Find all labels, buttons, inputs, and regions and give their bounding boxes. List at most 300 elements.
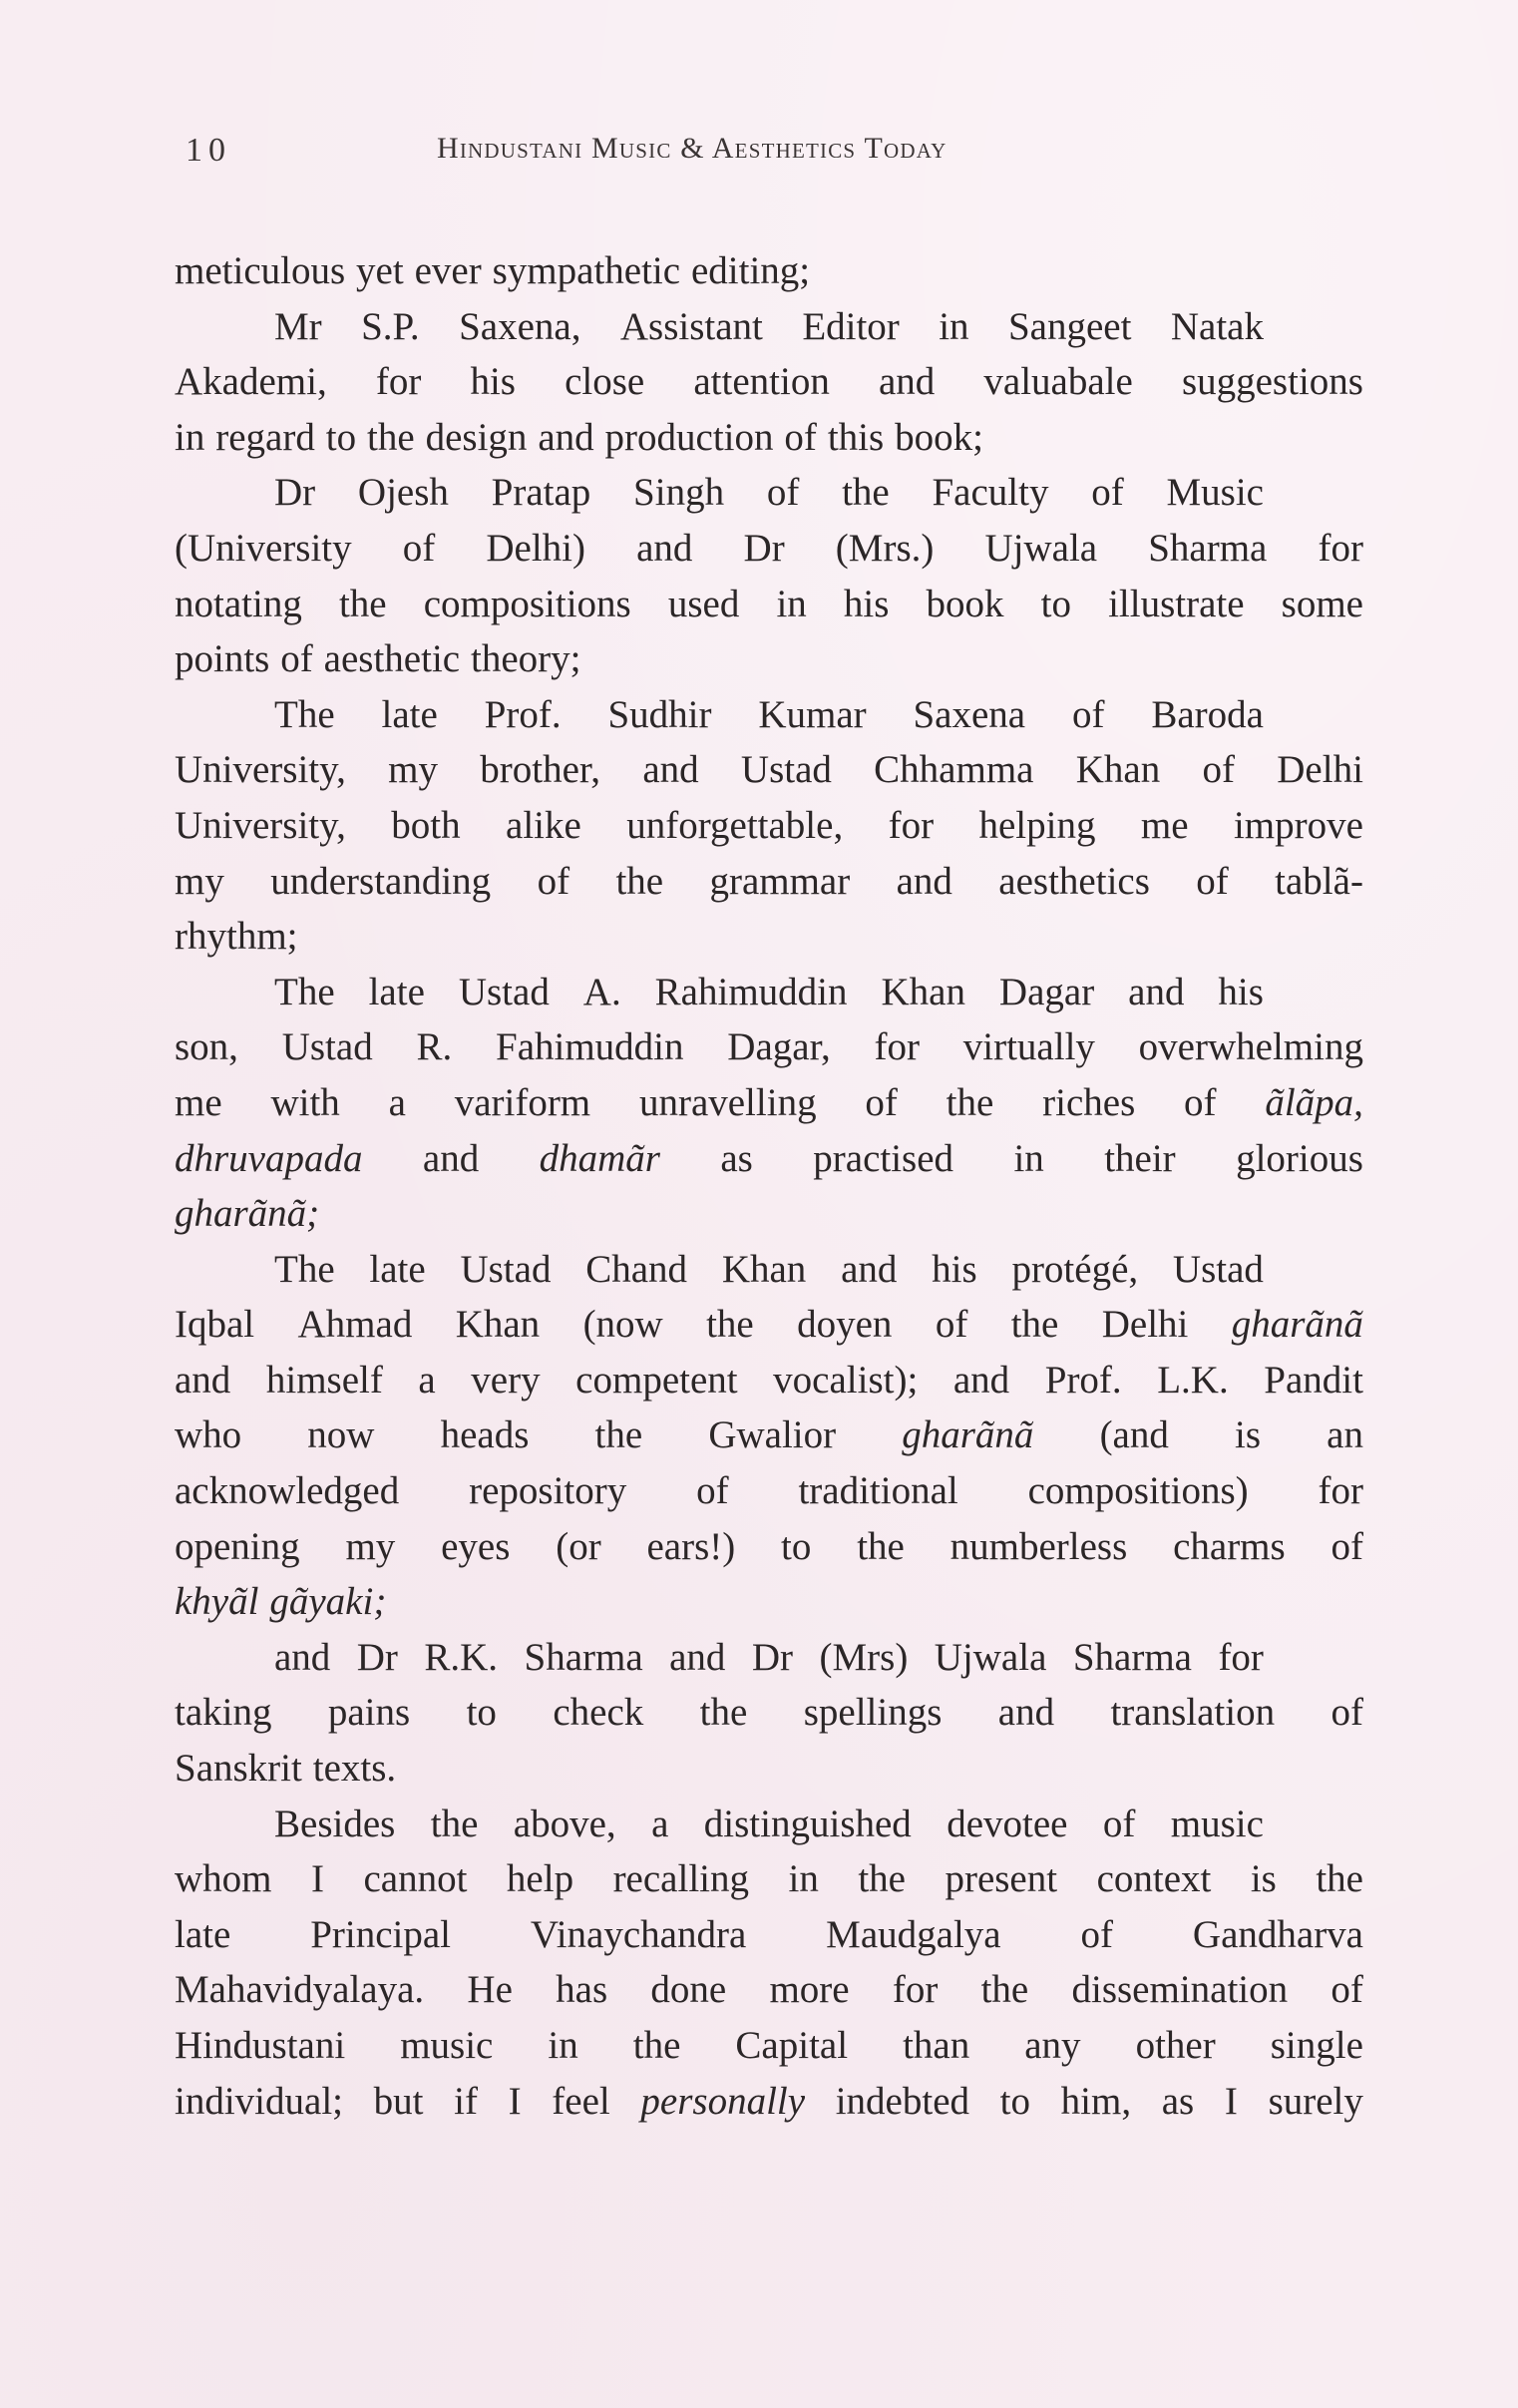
word-text: design (425, 415, 528, 459)
word (1171, 299, 1264, 355)
word (1331, 1519, 1364, 1575)
word-text: yet (356, 249, 404, 292)
word (1157, 1353, 1229, 1408)
word-text: music (1170, 1802, 1264, 1845)
text-line-words (175, 1574, 1363, 1630)
word-text: and (636, 526, 693, 570)
word-text: above, (513, 1802, 616, 1845)
page-number: 10 (186, 132, 231, 169)
word-text: for (1318, 526, 1363, 570)
word (175, 631, 269, 687)
word (175, 243, 345, 299)
word (642, 742, 698, 798)
word-text: virtually (962, 1025, 1095, 1069)
word-text: of (402, 526, 436, 570)
word-text: of (1202, 748, 1235, 792)
word (1091, 465, 1124, 521)
text-line-words (175, 1075, 1363, 1131)
word (311, 1851, 324, 1907)
text-line (175, 1297, 1363, 1353)
word-text: of (1330, 1524, 1363, 1568)
book-title: Hindustani Music & Aesthetics Today (437, 132, 948, 165)
text-line-words (175, 2074, 1363, 2130)
word-text: my (175, 859, 224, 903)
word (369, 965, 425, 1020)
word-text: of (1196, 859, 1229, 903)
word-text: in (776, 582, 807, 625)
word (1275, 854, 1363, 910)
word (1277, 742, 1363, 798)
word (781, 1519, 811, 1575)
word (605, 410, 774, 466)
word-text: music (400, 2024, 494, 2067)
word (1282, 577, 1363, 632)
word-text: of (696, 1469, 729, 1513)
word (175, 1186, 319, 1242)
word-text: him, (1060, 2079, 1132, 2123)
word-text: to (466, 1691, 497, 1735)
word-text: traditional (798, 1469, 958, 1513)
word (1232, 1297, 1363, 1353)
word-text: Sharma (524, 1635, 643, 1679)
word-text: aesthetics (998, 859, 1150, 903)
text-line (175, 687, 1363, 743)
text-line (175, 742, 1363, 798)
word-text: Hindustani (175, 2024, 346, 2067)
word (583, 1297, 663, 1353)
word-text: University, (175, 748, 346, 792)
word (391, 798, 460, 854)
word-text: their (1104, 1136, 1176, 1180)
word (509, 2074, 522, 2130)
word (274, 1630, 330, 1686)
word (788, 1851, 818, 1907)
word-text: compositions (423, 582, 631, 625)
word-text: grammar (709, 859, 851, 903)
word (324, 631, 460, 687)
word-text: points (175, 637, 270, 681)
word (274, 1242, 335, 1298)
word (836, 521, 935, 577)
running-head (186, 132, 1183, 172)
word (531, 1907, 746, 1963)
word (841, 1242, 897, 1298)
word (1225, 2074, 1238, 2130)
word-text: and (669, 1635, 726, 1679)
word (388, 742, 438, 798)
word (175, 1131, 363, 1187)
word (282, 1019, 373, 1075)
word-text: of (766, 471, 800, 515)
word-text: Chhamma (874, 748, 1034, 792)
word-text: Dr (274, 471, 316, 515)
word (403, 521, 436, 577)
word-text: Khan (881, 970, 965, 1013)
word (298, 1297, 413, 1353)
text-line (175, 631, 1363, 687)
word (1100, 1407, 1169, 1463)
word (583, 965, 621, 1020)
word (1265, 1075, 1363, 1131)
word-text: Ustad (1172, 1247, 1264, 1291)
word (1104, 1131, 1175, 1187)
word-text: his (1218, 970, 1264, 1013)
word (1316, 1851, 1363, 1907)
word (363, 1851, 467, 1907)
word-text: some (1281, 582, 1363, 625)
text-line (175, 1242, 1363, 1298)
word (744, 521, 785, 577)
word (274, 687, 335, 743)
word-text: ears!) (646, 1524, 736, 1568)
word-text: and (642, 748, 699, 792)
word-text: Natak (1170, 304, 1264, 348)
word-text: Fahimuddin (496, 1025, 684, 1069)
word-text: of (1102, 1802, 1136, 1845)
word-text: Assistant (619, 304, 763, 348)
word (615, 854, 663, 910)
word (879, 354, 935, 410)
word (953, 1353, 1009, 1408)
word-text: unforgettable, (626, 803, 844, 847)
text-line-words (175, 1741, 1363, 1797)
word (1148, 521, 1267, 577)
word (418, 1353, 435, 1408)
word (280, 631, 313, 687)
text-line (175, 1685, 1363, 1741)
word-text: Delhi) (486, 526, 585, 570)
word-text: I (1224, 2079, 1238, 2123)
word (175, 1407, 241, 1463)
word-text: Delhi (1101, 1303, 1189, 1347)
word (640, 2074, 805, 2130)
word (310, 1907, 451, 1963)
word-text: whom (175, 1857, 272, 1901)
word (1136, 2018, 1216, 2074)
text-line-words (175, 2018, 1363, 2074)
word (175, 1685, 271, 1741)
word-text: than (903, 2024, 970, 2067)
word (1028, 1463, 1249, 1519)
word (400, 2018, 493, 2074)
word-text: Iqbal (175, 1303, 255, 1347)
text-line-words (274, 1797, 1264, 1852)
word-text: late (369, 1247, 426, 1291)
word-text: Principal (310, 1912, 451, 1956)
word-text: Khan (455, 1303, 541, 1347)
word-text: valuabale (983, 360, 1133, 404)
text-line-words (274, 965, 1264, 1020)
word (1073, 1630, 1192, 1686)
word (767, 465, 800, 521)
word-text: book (926, 582, 1004, 625)
text-line-words (175, 631, 1363, 687)
word (595, 1407, 643, 1463)
word-text: the (1316, 1857, 1363, 1901)
word-text: the (338, 582, 387, 625)
word-text: more (769, 1968, 850, 2012)
word-text: both (391, 803, 461, 847)
word-text: late (175, 1912, 231, 1956)
word-text: Kumar (758, 692, 867, 736)
word (693, 354, 829, 410)
word-text: vocalist); (773, 1358, 919, 1402)
word (1041, 577, 1071, 632)
word-text: University, (175, 803, 346, 847)
word (460, 1242, 551, 1298)
word (939, 299, 968, 355)
word (773, 1353, 918, 1408)
word (307, 1407, 374, 1463)
word (828, 410, 884, 466)
word (1045, 1353, 1122, 1408)
word (175, 2018, 345, 2074)
word-text: the (946, 1080, 994, 1124)
word-text: my (345, 1524, 396, 1568)
word (1110, 1685, 1275, 1741)
word-text: Delhi (1277, 748, 1363, 792)
word-text: Ojesh (357, 471, 449, 515)
word (935, 1630, 1047, 1686)
word-text: Rahimuddin (654, 970, 848, 1013)
word-text: helping (978, 803, 1096, 847)
word-text: Sharma (1072, 1635, 1192, 1679)
word-text: Dr (743, 526, 785, 570)
word-text: the (1010, 1303, 1059, 1347)
word-text: acknowledged (175, 1469, 400, 1513)
word-text: for (888, 803, 935, 847)
word-text: Chand (585, 1247, 688, 1291)
word-text: suggestions (1181, 360, 1363, 404)
word-text: Faculty (932, 471, 1049, 515)
text-line (175, 1131, 1363, 1187)
word-text: of (1091, 471, 1124, 515)
word-text: for (1218, 1635, 1264, 1679)
word-text: Ustad (460, 1247, 552, 1291)
word-text: the (699, 1691, 748, 1735)
word (776, 577, 806, 632)
word (932, 465, 1048, 521)
word (1162, 2074, 1195, 2130)
text-line (175, 1630, 1363, 1686)
word (874, 742, 1033, 798)
word (492, 465, 591, 521)
word (467, 1962, 512, 2018)
word-text: variform (454, 1080, 591, 1124)
word-text: Sharma (1148, 526, 1268, 570)
word (540, 1131, 660, 1187)
text-line (175, 577, 1363, 632)
word (441, 1519, 510, 1575)
word-text: riches (1042, 1080, 1136, 1124)
word (455, 1075, 590, 1131)
word-text: heads (440, 1413, 530, 1457)
word (496, 1019, 684, 1075)
word (415, 243, 482, 299)
word-text: a (651, 1802, 669, 1845)
word-text: in (939, 304, 969, 348)
word-text: Prof. (1044, 1358, 1122, 1402)
word-text: attention (693, 360, 830, 404)
word (553, 1685, 643, 1741)
word (175, 354, 327, 410)
word (1011, 1242, 1138, 1298)
word-text: sympathetic (492, 249, 681, 292)
word (424, 1630, 498, 1686)
text-line-words (274, 1242, 1264, 1298)
word (1331, 1685, 1364, 1741)
word-text: who (175, 1413, 242, 1457)
word (470, 354, 516, 410)
text-line (175, 2018, 1363, 2074)
word-text: Ahmad (297, 1303, 413, 1347)
italic-term: personally (640, 2079, 806, 2123)
word (1182, 354, 1363, 410)
word-text: the (594, 1413, 643, 1457)
word-text: to (325, 415, 357, 459)
word (836, 2074, 969, 2130)
word-text: repository (469, 1469, 627, 1513)
word-text: Editor (802, 304, 900, 348)
word-text: to (781, 1524, 812, 1568)
word-text: Ustad (281, 1025, 373, 1069)
word-text: me (175, 1080, 222, 1124)
word (431, 1797, 479, 1852)
word-text: (and (1099, 1413, 1169, 1457)
word-text: I (310, 1857, 324, 1901)
word (361, 299, 420, 355)
word (984, 521, 1097, 577)
italic-term: gharãnã (902, 1413, 1034, 1457)
word (858, 1851, 906, 1907)
word (1173, 1519, 1286, 1575)
word-text: eyes (441, 1524, 511, 1568)
word (326, 410, 356, 466)
word-text: numberless (949, 1524, 1128, 1568)
word (274, 465, 315, 521)
word (651, 1797, 668, 1852)
word (1327, 1407, 1363, 1463)
word (424, 577, 631, 632)
word-text: aesthetic (323, 637, 461, 681)
word-text: any (1024, 2024, 1081, 2067)
word-text: Dagar, (727, 1025, 831, 1069)
word-text: for (874, 1025, 920, 1069)
word-text: competent (575, 1358, 738, 1402)
word-text: of (1080, 1912, 1114, 1956)
word-text: to (999, 2079, 1031, 2123)
word-text: his (843, 582, 890, 625)
word (175, 798, 346, 854)
word (1072, 687, 1105, 743)
word-text: other (1135, 2024, 1216, 2067)
word (175, 1962, 424, 2018)
word (274, 965, 335, 1020)
word (998, 854, 1150, 910)
word-text: notating (175, 582, 302, 625)
word (459, 299, 580, 355)
word (633, 465, 724, 521)
word-text: of (1184, 1080, 1217, 1124)
word-text: translation (1110, 1691, 1276, 1735)
word (175, 1353, 230, 1408)
word (1102, 1297, 1189, 1353)
word-text: Sangeet (1007, 304, 1132, 348)
word (1081, 1907, 1114, 1963)
word (416, 1019, 452, 1075)
text-line-words (175, 1297, 1363, 1353)
word (175, 1851, 272, 1907)
word (441, 1407, 530, 1463)
word-text: his (470, 360, 516, 404)
text-line-words (175, 798, 1363, 854)
word (1061, 2074, 1131, 2130)
text-line (175, 1797, 1363, 1852)
word-text: of (537, 859, 570, 903)
word (456, 1297, 540, 1353)
word (426, 410, 528, 466)
word-text: the (367, 415, 415, 459)
word-text: and (175, 1358, 231, 1402)
word-text: Saxena (913, 692, 1026, 736)
word-text: his (932, 1247, 977, 1291)
text-line-words (175, 742, 1363, 798)
word-text: context (1096, 1857, 1212, 1901)
word (981, 1962, 1029, 2018)
text-line-words (175, 854, 1363, 910)
word (875, 1019, 920, 1075)
word (927, 577, 1004, 632)
text-line-words (175, 1019, 1363, 1075)
word-text: the (615, 859, 664, 903)
word-text: present (945, 1857, 1058, 1901)
word (607, 687, 711, 743)
word (797, 1297, 892, 1353)
word-text: Mahavidyalaya. (175, 1968, 425, 2012)
text-line (175, 1075, 1363, 1131)
word (1173, 1242, 1264, 1298)
word (889, 798, 934, 854)
word (1139, 1019, 1363, 1075)
word (175, 1075, 222, 1131)
word (339, 577, 387, 632)
italic-term: dhruvapada (175, 1136, 363, 1180)
text-line (175, 1407, 1363, 1463)
word (844, 577, 890, 632)
italic-term: dhamãr (539, 1136, 660, 1180)
text-line (175, 1463, 1363, 1519)
word-text: recalling (612, 1857, 749, 1901)
word-text: Baroda (1151, 692, 1264, 736)
word-text: unravelling (638, 1080, 817, 1124)
word-text: meticulous (175, 249, 346, 292)
word-text: Gandharva (1192, 1912, 1363, 1956)
word (552, 2074, 609, 2130)
word-text: this (827, 415, 885, 459)
word-text: late (381, 692, 438, 736)
word (700, 1685, 748, 1741)
word (175, 1463, 399, 1519)
text-line (175, 1962, 1363, 2018)
word (274, 299, 322, 355)
word (979, 798, 1096, 854)
word (950, 1519, 1128, 1575)
word-text: distinguished (703, 1802, 912, 1845)
word-text: single (1270, 2024, 1363, 2067)
text-line-words (175, 1407, 1363, 1463)
word-text: an (1327, 1413, 1363, 1457)
text-line (175, 299, 1363, 355)
